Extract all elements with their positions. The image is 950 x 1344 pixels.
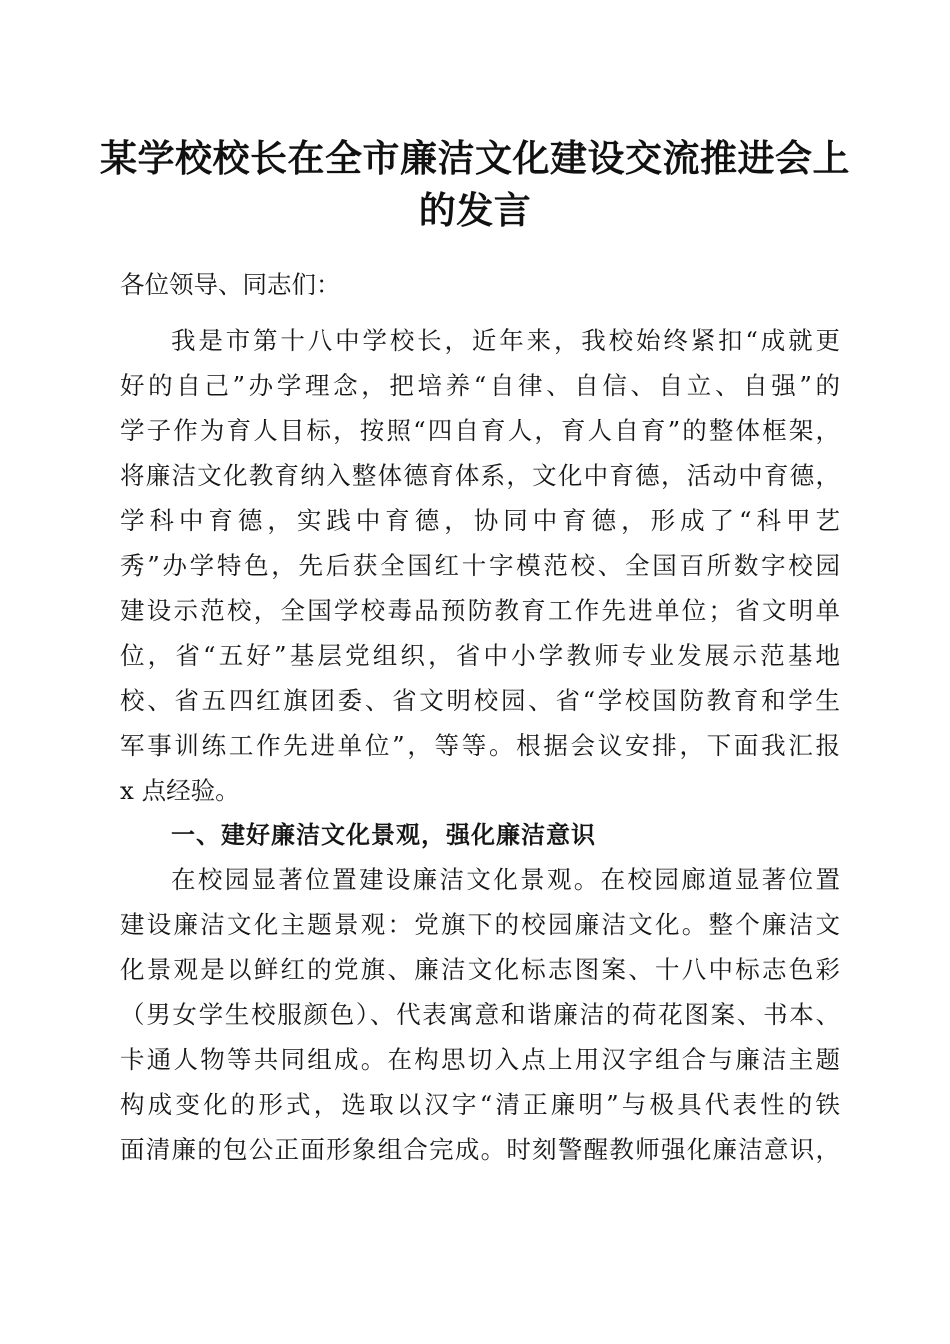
document-title-line-1: 某学校校长在全市廉洁文化建设交流推进会上 bbox=[100, 136, 850, 180]
section-paragraph-line: 建设廉洁文化主题景观：党旗下的校园廉洁文化。整个廉洁文 bbox=[120, 910, 840, 939]
section-heading: 一、建好廉洁文化景观，强化廉洁意识 bbox=[171, 821, 596, 849]
intro-paragraph-line: 秀”办学特色，先后获全国红十字模范校、全国百所数字校园 bbox=[120, 551, 840, 580]
intro-paragraph-line: 好的自己”办学理念，把培养“自律、自信、自立、自强”的 bbox=[120, 371, 840, 400]
document-title-line-2: 的发言 bbox=[418, 188, 532, 232]
salutation: 各位领导、同志们： bbox=[120, 270, 341, 299]
intro-paragraph-line: 军事训练工作先进单位”，等等。根据会议安排，下面我汇报 bbox=[120, 731, 840, 760]
section-paragraph-line: 卡通人物等共同组成。在构思切入点上用汉字组合与廉洁主题 bbox=[120, 1045, 840, 1074]
intro-paragraph-line: 学科中育德，实践中育德，协同中育德，形成了“科甲艺 bbox=[120, 506, 840, 535]
intro-paragraph-line: 我是市第十八中学校长，近年来，我校始终紧扣“成就更 bbox=[171, 326, 840, 355]
intro-paragraph-line: 学子作为育人目标，按照“四自育人，育人自育”的整体框架， bbox=[120, 416, 840, 445]
section-paragraph-line: 在校园显著位置建设廉洁文化景观。在校园廊道显著位置 bbox=[171, 865, 840, 894]
intro-paragraph-line: x 点经验。 bbox=[120, 776, 240, 805]
section-paragraph-line: （男女学生校服颜色）、代表寓意和谐廉洁的荷花图案、书本、 bbox=[120, 1000, 840, 1029]
section-paragraph-line: 构成变化的形式，选取以汉字“清正廉明”与极具代表性的铁 bbox=[120, 1090, 840, 1119]
intro-paragraph-line: 将廉洁文化教育纳入整体德育体系，文化中育德，活动中育德， bbox=[120, 461, 840, 490]
section-paragraph-line: 面清廉的包公正面形象组合完成。时刻警醒教师强化廉洁意识， bbox=[120, 1135, 840, 1164]
intro-paragraph-line: 建设示范校，全国学校毒品预防教育工作先进单位；省文明单 bbox=[120, 596, 840, 625]
intro-paragraph-line: 校、省五四红旗团委、省文明校园、省“学校国防教育和学生 bbox=[120, 686, 840, 715]
intro-paragraph-line: 位，省“五好”基层党组织，省中小学教师专业发展示范基地 bbox=[120, 641, 840, 670]
section-paragraph-line: 化景观是以鲜红的党旗、廉洁文化标志图案、十八中标志色彩 bbox=[120, 955, 840, 984]
